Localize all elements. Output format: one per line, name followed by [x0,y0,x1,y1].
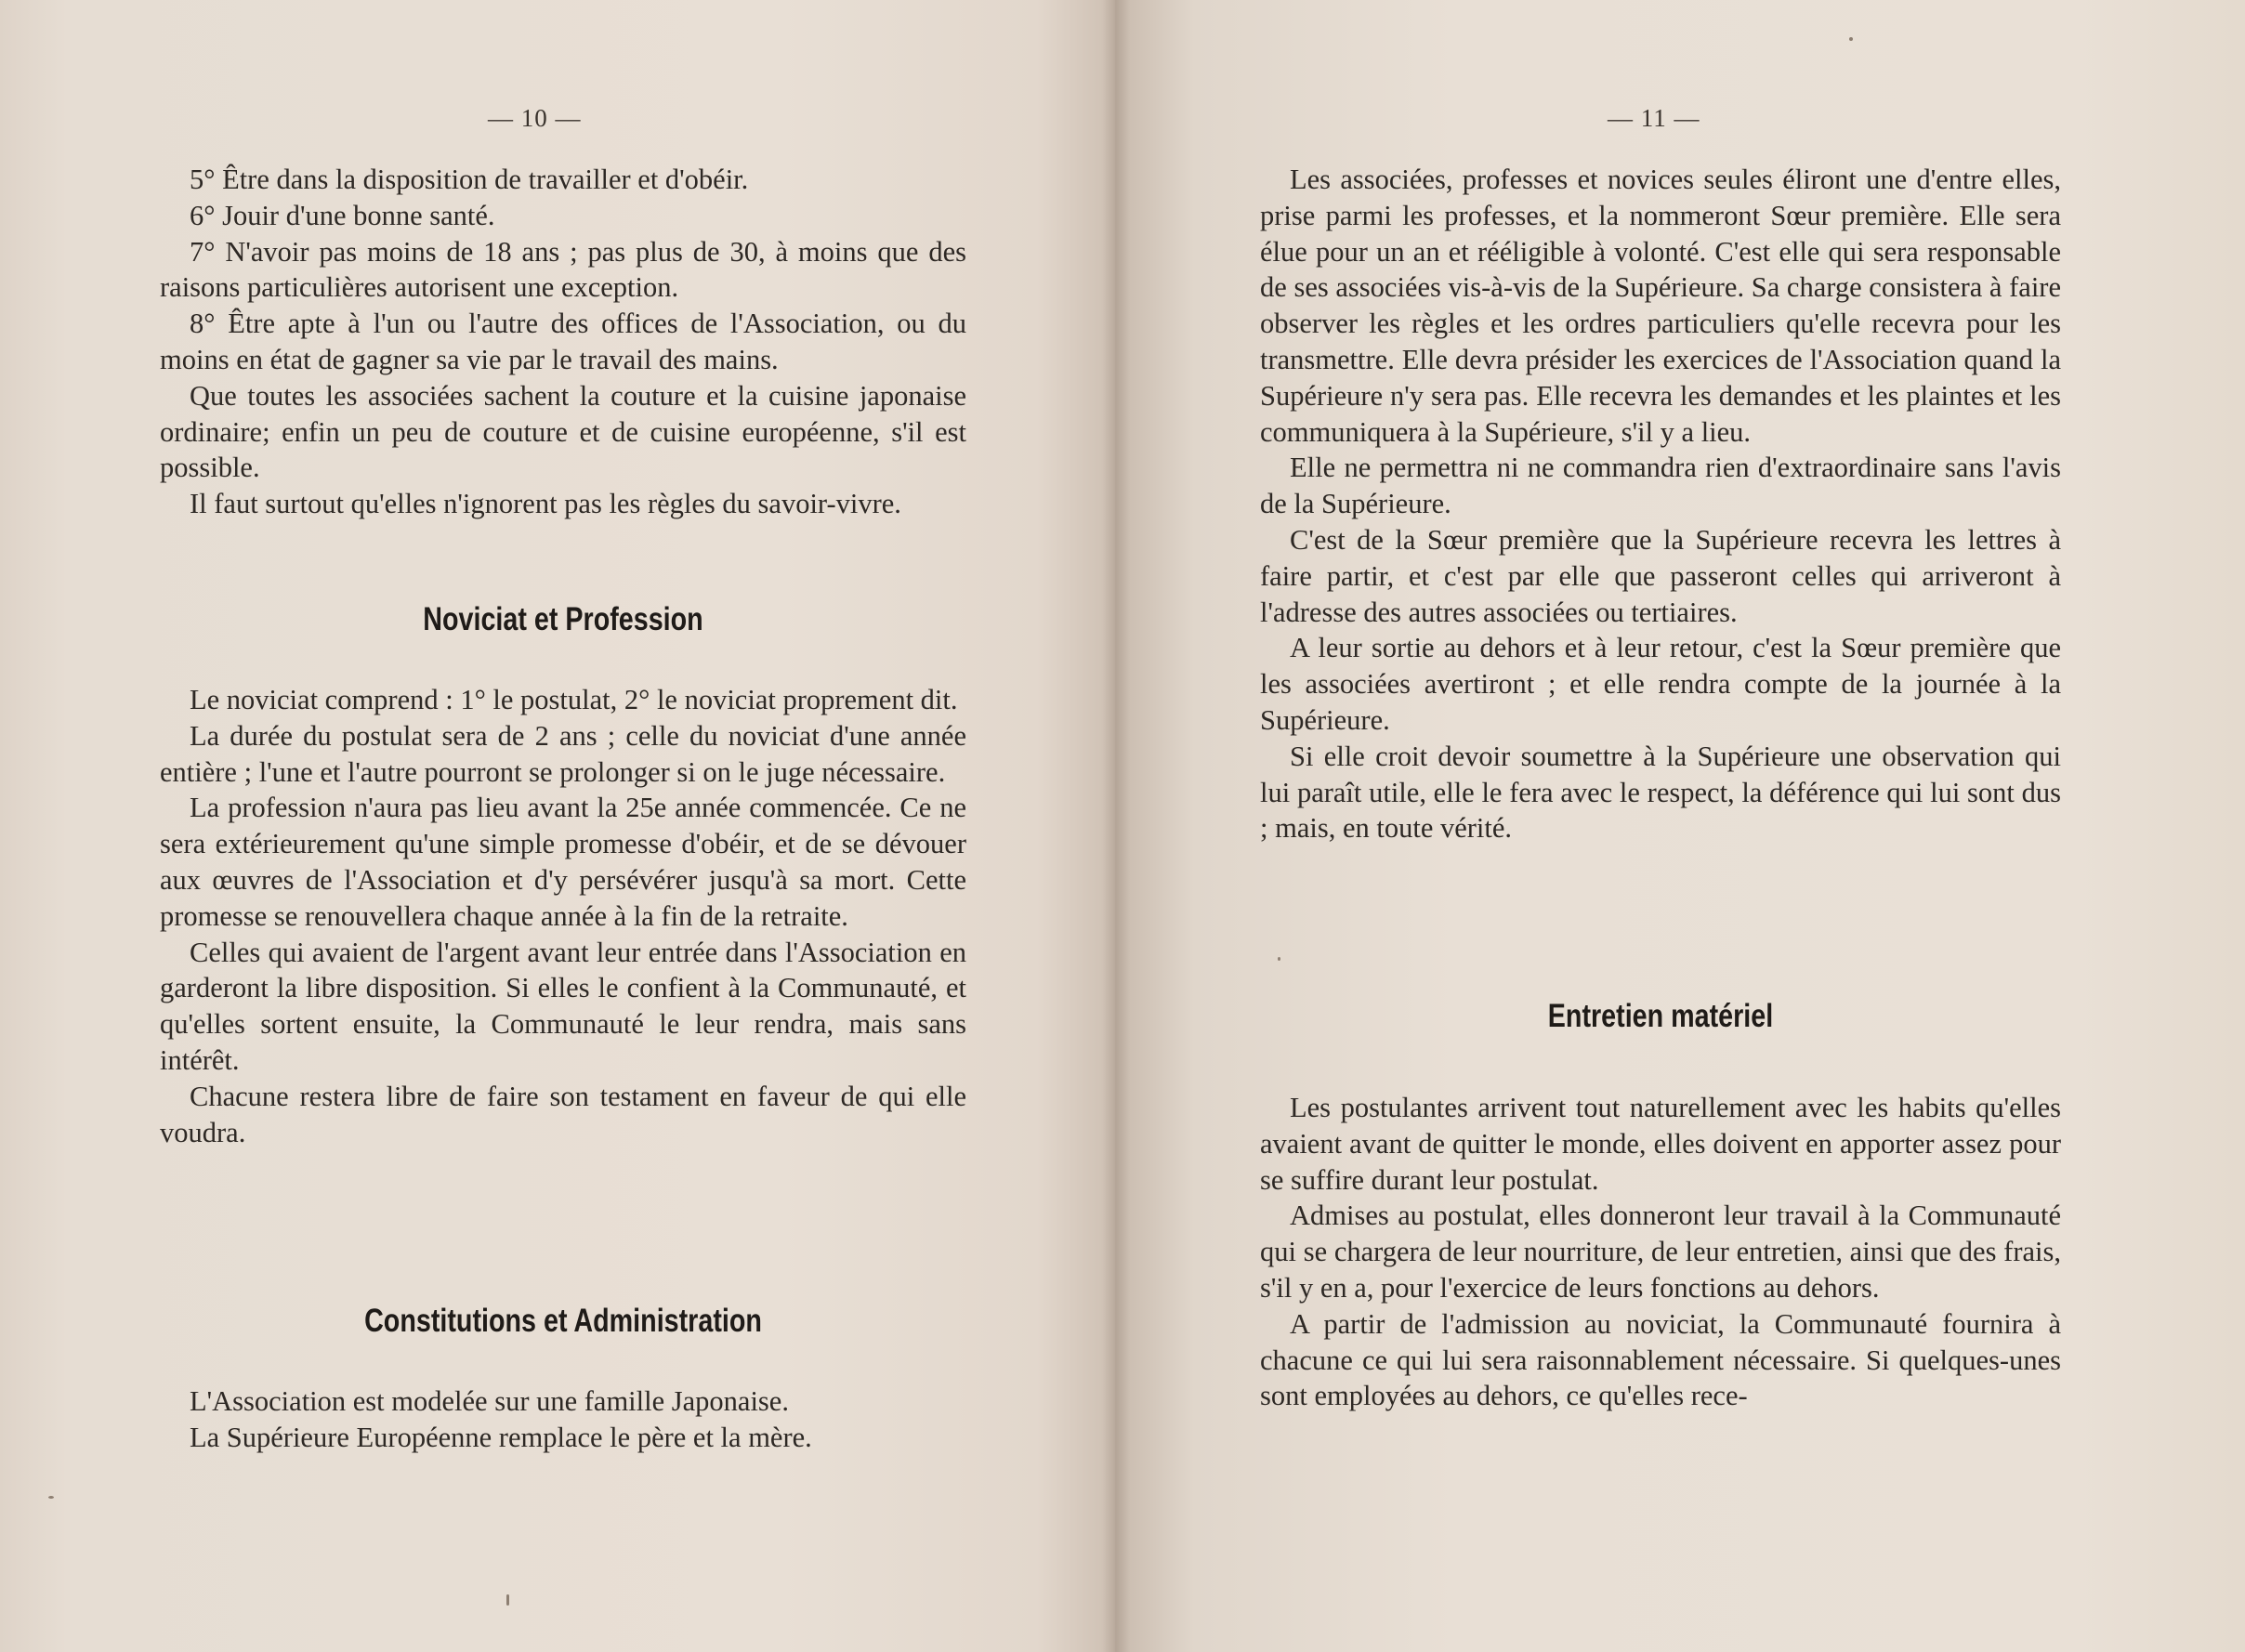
paragraph: Que toutes les associées sachent la couture et la cuisine japonaise ordinaire; enfin un peu de couture et de cuisine européenne, s'il est possible. [160,379,966,484]
paragraph: 7° N'avoir pas moins de 18 ans ; pas plus de 30, à moins que des raisons particulières autorisent une exception. [160,235,966,304]
paragraph: Si elle croit devoir soumettre à la Supérieure une observation qui lui paraît utile, elle le fera avec le respect, la déférence qui lui sont dus ; mais, en toute vérité. [1260,740,2061,845]
paragraph: Le noviciat comprend : 1° le postulat, 2° le noviciat proprement dit. [190,684,958,715]
text-block [160,1383,966,1456]
page-number: — 10 — [488,104,582,132]
paragraph: Chacune restera libre de faire son testament en faveur de qui elle voudra. [160,1080,966,1148]
paragraph: Admises au postulat, elles donneront leur travail à la Communauté qui se chargera de leur nourriture, de leur entretien, ainsi que des frais, s'il y en a, pour l'exercice de leurs fonctions au dehors. [1260,1200,2061,1304]
left-page [0,0,1115,1652]
page-number: — 11 — [1608,104,1700,132]
paragraph: La profession n'aura pas lieu avant la 25e année commencée. Ce ne sera extérieurement qu'une simple promesse d'obéir, et de se dévouer aux œuvres de l'Association et d'y persévérer jusqu'à sa mort. Cette promesse se renouvellera chaque année à la fin de la retraite. [160,792,966,932]
paper-speck [48,1496,54,1499]
paragraph: L'Association est modelée sur une famille Japonaise. [190,1385,789,1417]
right-page [1115,0,2245,1652]
paragraph: Celles qui avaient de l'argent avant leur entrée dans l'Association en garderont la libre disposition. Si elles le confient à la Communauté, et qu'elles sortent ensuite, la Communauté le leur rendra, mais sans intérêt. [160,936,966,1076]
paper-speck [1278,957,1280,961]
paragraph: A leur sortie au dehors et à leur retour, c'est la Sœur première que les associées avertiront ; et elle rendra compte de la journée à la Supérieure. [1260,632,2061,736]
text-block [160,162,966,522]
section-heading: Entretien matériel [1547,998,1774,1034]
paragraph: Elle ne permettra ni ne commandra rien d'extraordinaire sans l'avis de la Supérieure. [1260,452,2061,520]
section-heading: Noviciat et Profession [423,601,703,637]
paragraph: 6° Jouir d'une bonne santé. [190,199,495,231]
paragraph: Il faut surtout qu'elles n'ignorent pas les règles du savoir-vivre. [190,488,901,520]
paragraph: La Supérieure Européenne remplace le père et la mère. [190,1421,812,1453]
text-block [160,682,966,1150]
paragraph: Les associées, professes et novices seules éliront une d'entre elles, prise parmi les professes, et la nommeront Sœur première. Elle sera élue pour un an et rééligible à volonté. C'est elle qui sera responsable de ses associées vis-à-vis de la Supérieure. Sa charge consistera à faire observer les règles et les ordres particuliers qu'elle recevra pour les transmettre. Elle devra présider les exercices de l'Association quand la Supérieure n'y sera pas. Elle recevra les demandes et les plaintes et les communiquera à la Supérieure, s'il y a lieu. [1260,164,2061,448]
book-gutter [1102,0,1130,1652]
paragraph: La durée du postulat sera de 2 ans ; celle du noviciat d'une année entière ; l'une et l'autre pourront se prolonger si on le juge nécessaire. [160,719,966,788]
text-block [1260,162,2061,846]
paragraph: 5° Être dans la disposition de travailler et d'obéir. [190,164,749,195]
paragraph: A partir de l'admission au noviciat, la Communauté fournira à chacune ce qui lui sera raisonnablement nécessaire. Si quelques-unes sont employées au dehors, ce qu'elles rece- [1260,1307,2061,1412]
paper-speck [506,1594,509,1606]
paper-speck [1849,37,1853,41]
section-heading: Constitutions et Administration [364,1303,762,1339]
paragraph: 8° Être apte à l'un ou l'autre des offices de l'Association, ou du moins en état de gagner sa vie par le travail des mains. [160,308,966,375]
paragraph: C'est de la Sœur première que la Supérieure recevra les lettres à faire partir, et c'est par elle que passeront celles qui arriveront à l'adresse des autres associées ou tertiaires. [1260,523,2061,628]
text-block [1260,1090,2061,1414]
paragraph: Les postulantes arrivent tout naturellement avec les habits qu'elles avaient avant de quitter le monde, elles doivent en apporter assez pour se suffire durant leur postulat. [1260,1092,2061,1196]
